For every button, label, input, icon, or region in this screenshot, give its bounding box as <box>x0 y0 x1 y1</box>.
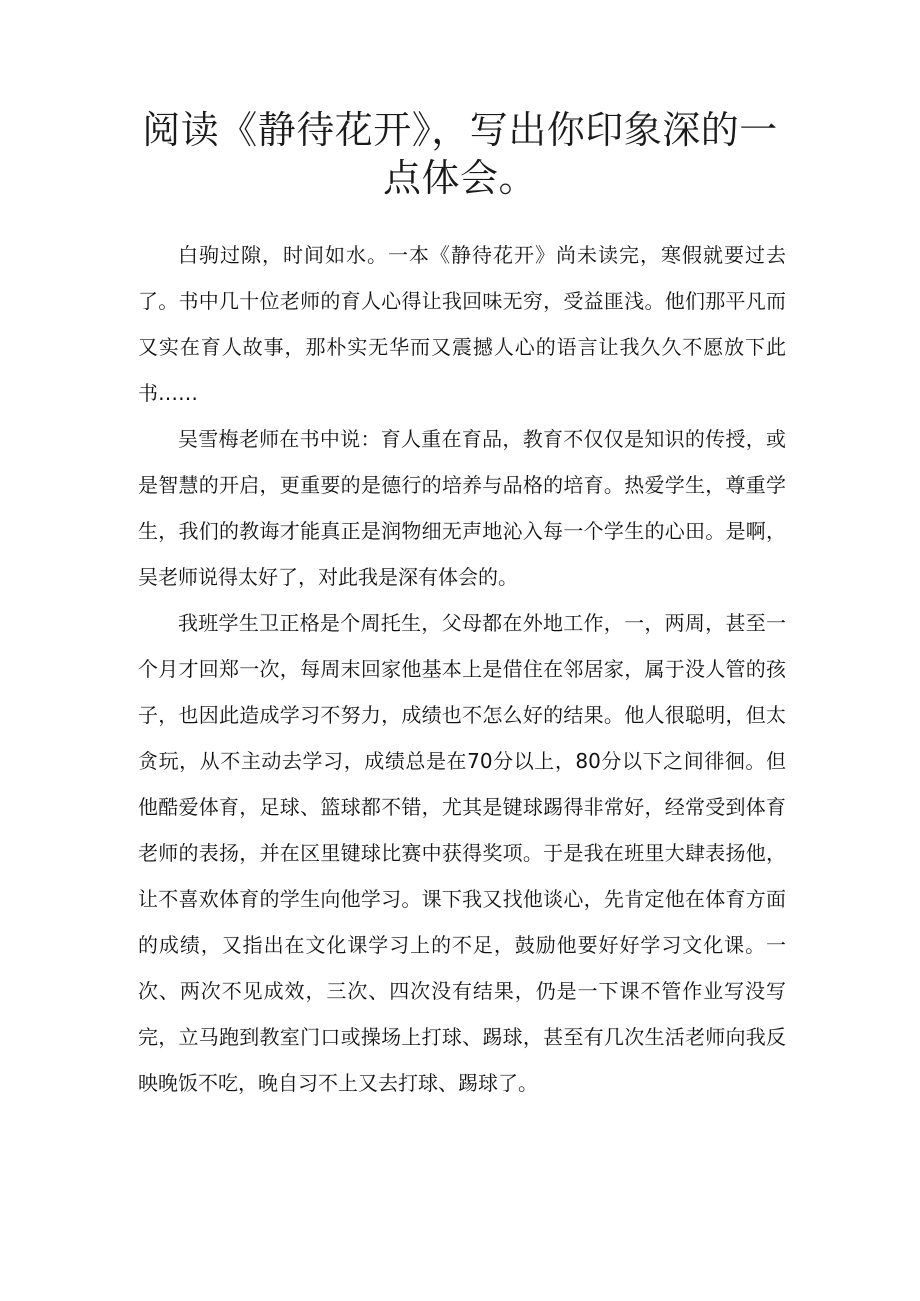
paragraph-quote: 吴雪梅老师在书中说：育人重在育品，教育不仅仅是知识的传授，或是智慧的开启，更重要的是德行的培养与品格的培育。热爱学生，尊重学生，我们的教诲才能真正是润物细无声地沁入每一个学生的心田。是啊，吴老师说得太好了，对此我是深有体会的。 <box>138 427 786 589</box>
document-body <box>138 232 786 1106</box>
paragraph-story: 我班学生卫正格是个周托生，父母都在外地工作，一，两周，甚至一个月才回郑一次，每周末回家他基本上是借住在邻居家，属于没人管的孩子，也因此造成学习不努力，成绩也不怎么好的结果。他人很聪明，但太贪玩，从不主动去学习，成绩总是在70分以上，80分以下之间徘徊。但他酷爱体育，足球、篮球都不错，尤其是键球踢得非常好，经常受到体育老师的表扬，并在区里键球比赛中获得奖项。于是我在班里大肆表扬他，让不喜欢体育的学生向他学习。课下我又找他谈心，先肯定他在体育方面的成绩，又指出在文化课学习上的不足，鼓励他要好好学习文化课。一次、两次不见成效，三次、四次没有结果，仍是一下课不管作业写没写完，立马跑到教室门口或操场上打球、踢球，甚至有几次生活老师向我反映晚饭不吃，晚自习不上又去打球、踢球了。 <box>138 611 786 1095</box>
paragraph-intro: 白驹过隙，时间如水。一本《静待花开》尚未读完，寒假就要过去了。书中几十位老师的育人心得让我回味无穷，受益匪浅。他们那平凡而又实在育人故事，那朴实无华而又震撼人心的语言让我久久不愿放下此书…… <box>138 243 786 405</box>
document-title: 阅读《静待花开》，写出你印象深的一点体会。 <box>142 108 778 200</box>
